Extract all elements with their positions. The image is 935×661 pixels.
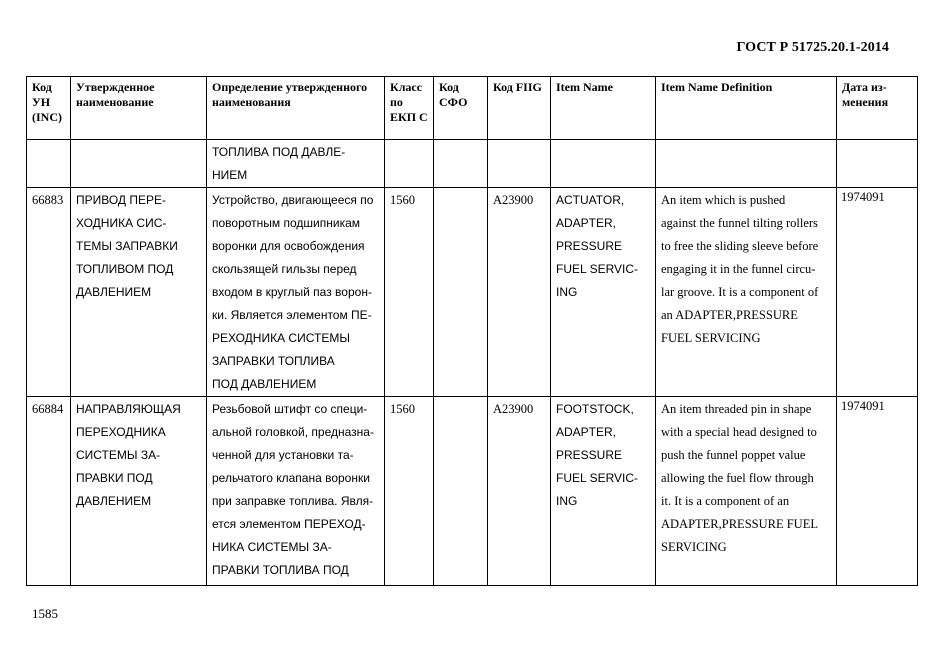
item-definition-line: engaging it in the funnel circu- bbox=[661, 262, 816, 276]
header-fiig-code: Код FIIG bbox=[488, 77, 551, 140]
item-definition-line: an ADAPTER,PRESSURE bbox=[661, 308, 798, 322]
cell-item-name-definition bbox=[656, 397, 837, 586]
definition-line: РЕХОДНИКА СИСТЕМЫ bbox=[212, 331, 350, 345]
document-standard-number: ГОСТ Р 51725.20.1-2014 bbox=[736, 40, 889, 55]
definition-line: ЗАПРАВКИ ТОПЛИВА bbox=[212, 354, 335, 368]
approved-name-line: ПРИВОД ПЕРЕ- bbox=[76, 193, 167, 207]
definition-line: НИКА СИСТЕМЫ ЗА- bbox=[212, 540, 332, 554]
cell-sfo-code bbox=[434, 188, 488, 397]
table-row bbox=[27, 140, 918, 188]
cell-inc: 66883 bbox=[27, 188, 71, 397]
cell-change-date: 1974091 bbox=[837, 397, 918, 586]
item-definition-line: with a special head designed to bbox=[661, 425, 817, 439]
item-definition-line: SERVICING bbox=[661, 540, 727, 554]
cell-item-name bbox=[551, 397, 656, 586]
approved-name-line: ТОПЛИВОМ ПОД bbox=[76, 262, 174, 276]
cell-fiig-code bbox=[488, 140, 551, 188]
definition-line: ки. Является элементом ПЕ- bbox=[212, 308, 372, 322]
definition-line: скользящей гильзы перед bbox=[212, 262, 357, 276]
item-name-line: PRESSURE bbox=[556, 448, 623, 462]
header-ekps-class: Класс по ЕКП С bbox=[385, 77, 434, 140]
definition-line: ется элементом ПЕРЕХОД- bbox=[212, 517, 366, 531]
item-name-line: FOOTSTOCK, bbox=[556, 402, 634, 416]
item-definition-line: ADAPTER,PRESSURE FUEL bbox=[661, 517, 818, 531]
definition-line: поворотным подшипникам bbox=[212, 216, 361, 230]
header-sfo-code: Код СФО bbox=[434, 77, 488, 140]
approved-name-line: НАПРАВЛЯЮЩАЯ bbox=[76, 402, 181, 416]
item-name-line: ADAPTER, bbox=[556, 425, 617, 439]
definition-line: при заправке топлива. Явля- bbox=[212, 494, 374, 508]
cell-item-name-definition bbox=[656, 140, 837, 188]
definition-line: входом в круглый паз ворон- bbox=[212, 285, 372, 299]
approved-name-line: ПРАВКИ ПОД bbox=[76, 471, 153, 485]
cell-definition bbox=[207, 140, 385, 188]
cell-sfo-code bbox=[434, 140, 488, 188]
table-header-row bbox=[27, 77, 918, 140]
header-definition: Определение утвержденного наименования bbox=[207, 77, 385, 140]
definition-line: ПРАВКИ ТОПЛИВА ПОД bbox=[212, 563, 349, 577]
cell-change-date: 1974091 bbox=[837, 188, 918, 397]
approved-name-line: СИСТЕМЫ ЗА- bbox=[76, 448, 161, 462]
item-definition-line: FUEL SERVICING bbox=[661, 331, 761, 345]
cell-item-name-definition bbox=[656, 188, 837, 397]
approved-name-line: ДАВЛЕНИЕМ bbox=[76, 494, 152, 508]
cell-definition bbox=[207, 188, 385, 397]
cell-fiig-code: A23900 bbox=[488, 397, 551, 586]
definition-line: альной головкой, предназна- bbox=[212, 425, 374, 439]
cell-item-name bbox=[551, 140, 656, 188]
approved-name-line: ДАВЛЕНИЕМ bbox=[76, 285, 152, 299]
item-name-line: PRESSURE bbox=[556, 239, 623, 253]
cell-inc bbox=[27, 140, 71, 188]
item-name-line: ADAPTER, bbox=[556, 216, 617, 230]
item-name-line: FUEL SERVIC- bbox=[556, 262, 639, 276]
item-name-line: ING bbox=[556, 494, 578, 508]
cell-ekps-class: 1560 bbox=[385, 188, 434, 397]
cell-sfo-code bbox=[434, 397, 488, 586]
item-definition-line: An item threaded pin in shape bbox=[661, 402, 812, 416]
definition-line: рельчатого клапана воронки bbox=[212, 471, 370, 485]
definition-line: ТОПЛИВА ПОД ДАВЛЕ- bbox=[212, 145, 346, 159]
table-row bbox=[27, 397, 918, 586]
approved-name-line: ТЕМЫ ЗАПРАВКИ bbox=[76, 239, 178, 253]
nomenclature-table bbox=[26, 76, 918, 586]
item-definition-line: it. It is a component of an bbox=[661, 494, 790, 508]
cell-fiig-code: A23900 bbox=[488, 188, 551, 397]
definition-line: ченной для установки та- bbox=[212, 448, 354, 462]
cell-ekps-class bbox=[385, 140, 434, 188]
table-row bbox=[27, 188, 918, 397]
definition-line: воронки для освобождения bbox=[212, 239, 365, 253]
definition-line: Резьбовой штифт со специ- bbox=[212, 402, 368, 416]
cell-approved-name bbox=[71, 397, 207, 586]
item-definition-line: allowing the fuel flow through bbox=[661, 471, 814, 485]
cell-approved-name bbox=[71, 140, 207, 188]
header-item-name-definition: Item Name Definition bbox=[656, 77, 837, 140]
item-name-line: ACTUATOR, bbox=[556, 193, 625, 207]
definition-line: Устройство, двигающееся по bbox=[212, 193, 374, 207]
item-name-line: FUEL SERVIC- bbox=[556, 471, 639, 485]
item-definition-line: against the funnel tilting rollers bbox=[661, 216, 818, 230]
cell-approved-name bbox=[71, 188, 207, 397]
approved-name-line: ПЕРЕХОДНИКА bbox=[76, 425, 166, 439]
header-change-date: Дата из-менения bbox=[837, 77, 918, 140]
header-inc: Код УН (INC) bbox=[27, 77, 71, 140]
item-name-line: ING bbox=[556, 285, 578, 299]
cell-inc: 66884 bbox=[27, 397, 71, 586]
item-definition-line: to free the sliding sleeve before bbox=[661, 239, 819, 253]
approved-name-line: ХОДНИКА СИС- bbox=[76, 216, 167, 230]
item-definition-line: lar groove. It is a component of bbox=[661, 285, 819, 299]
cell-ekps-class: 1560 bbox=[385, 397, 434, 586]
definition-line: НИЕМ bbox=[212, 168, 248, 182]
page-number: 1585 bbox=[32, 606, 58, 621]
cell-definition bbox=[207, 397, 385, 586]
cell-item-name bbox=[551, 188, 656, 397]
cell-change-date bbox=[837, 140, 918, 188]
item-definition-line: An item which is pushed bbox=[661, 193, 786, 207]
header-item-name: Item Name bbox=[551, 77, 656, 140]
definition-line: ПОД ДАВЛЕНИЕМ bbox=[212, 377, 317, 391]
header-approved-name: Утвержденное наименование bbox=[71, 77, 207, 140]
item-definition-line: push the funnel poppet value bbox=[661, 448, 806, 462]
